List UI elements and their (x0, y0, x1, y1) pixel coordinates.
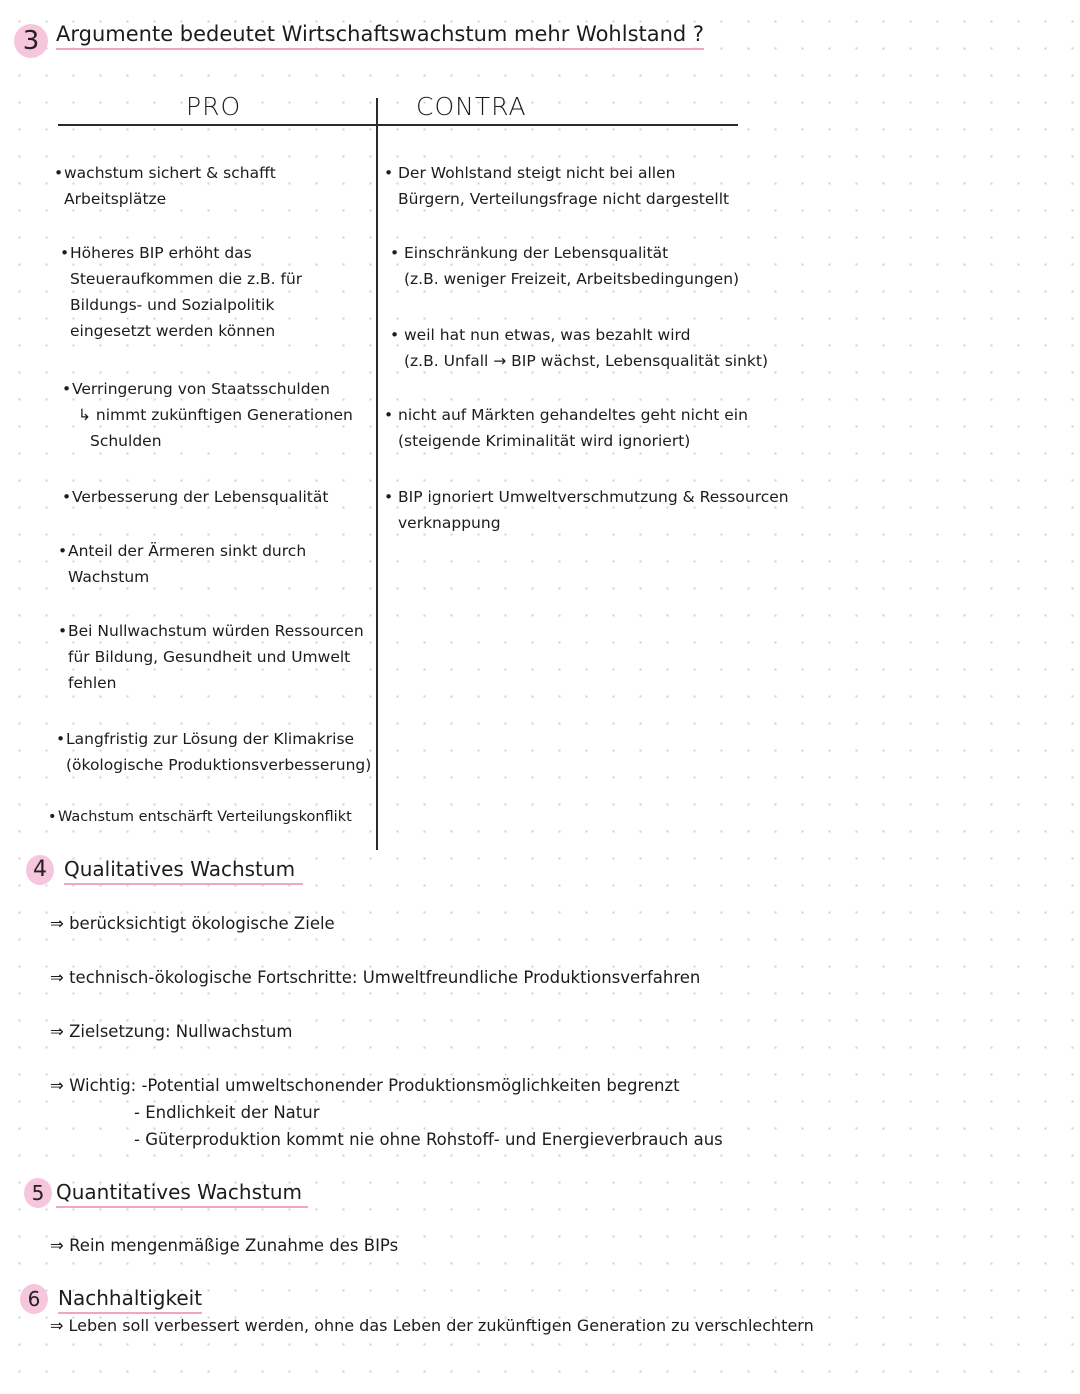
contra-item-line: verknappung (398, 514, 501, 532)
section-5-title (56, 1180, 308, 1204)
pro-item: • Wachstum entschärft Verteilungskonflikt (58, 804, 352, 830)
section-4-line: ⇒ berücksichtigt ökologische Ziele (50, 914, 335, 933)
contra-item-line: weil hat nun etwas, was bezahlt wird (404, 326, 691, 344)
contra-item: • BIP ignoriert Umweltverschmutzung & Ressourcen verknappung (398, 484, 789, 536)
table-header-divider (58, 124, 738, 126)
contra-item-line: (z.B. Unfall → BIP wächst, Lebensqualität sinkt) (404, 352, 769, 370)
contra-item-line: Einschränkung der Lebensqualität (404, 244, 669, 262)
pro-item-line: Steueraufkommen die z.B. für (70, 270, 303, 288)
contra-item-line: (z.B. weniger Freizeit, Arbeitsbedingungen) (404, 270, 740, 288)
section-4-subline: - Güterproduktion kommt nie ohne Rohstoff- und Energieverbrauch aus (134, 1130, 723, 1149)
contra-header: CONTRA (416, 92, 527, 121)
pro-item-line: fehlen (68, 674, 117, 692)
contra-item-line: Bürgern, Verteilungsfrage nicht dargestellt (398, 190, 730, 208)
contra-item-line: nicht auf Märkten gehandeltes geht nicht ein (398, 406, 748, 424)
pro-item-line: Bei Nullwachstum würden Ressourcen (68, 622, 364, 640)
section-6-title-text: Nachhaltigkeit (58, 1286, 202, 1314)
pro-item-line: Langfristig zur Lösung der Klimakrise (66, 730, 355, 748)
pro-item: • Höheres BIP erhöht das Steueraufkommen die z.B. für Bildungs- und Sozialpolitik eingesetzt werden können (70, 240, 302, 344)
section-6-title (58, 1286, 202, 1310)
pro-item-line: Bildungs- und Sozialpolitik (70, 296, 275, 314)
section-5-title-text: Quantitatives Wachstum (56, 1180, 308, 1208)
pro-item-line: Wachstum entschärft Verteilungskonflikt (58, 809, 352, 825)
contra-item: • weil hat nun etwas, was bezahlt wird (z.B. Unfall → BIP wächst, Lebensqualität sinkt) (404, 322, 768, 374)
pro-item-line: für Bildung, Gesundheit und Umwelt (68, 648, 351, 666)
pro-item-line: Arbeitsplätze (64, 190, 167, 208)
section-3-title (56, 22, 704, 46)
section-3-title-text: Argumente bedeutet Wirtschaftswachstum mehr Wohlstand ? (56, 22, 704, 50)
section-4-line: ⇒ technisch-ökologische Fortschritte: Umweltfreundliche Produktionsverfahren (50, 968, 701, 987)
pro-item-line: ↳ nimmt zukünftigen Generationen (78, 406, 353, 424)
contra-item: • Der Wohlstand steigt nicht bei allen Bürgern, Verteilungsfrage nicht dargestellt (398, 160, 729, 212)
section-4-line: ⇒ Wichtig: -Potential umweltschonender Produktionsmöglichkeiten begrenzt (50, 1076, 680, 1095)
table-column-divider (376, 98, 378, 850)
section-6-number: 6 (20, 1284, 48, 1314)
contra-item: • Einschränkung der Lebensqualität (z.B. weniger Freizeit, Arbeitsbedingungen) (404, 240, 739, 292)
pro-item-line: Verbesserung der Lebensqualität (72, 488, 329, 506)
section-6-line: ⇒ Leben soll verbessert werden, ohne das Leben der zukünftigen Generation zu verschlechtern (50, 1316, 814, 1335)
section-5-number: 5 (24, 1178, 52, 1208)
contra-item-line: Der Wohlstand steigt nicht bei allen (398, 164, 676, 182)
pro-item-line: Schulden (90, 432, 162, 450)
pro-item-line: Höheres BIP erhöht das (70, 244, 252, 262)
pro-item-line: wachstum sichert & schafft (64, 164, 276, 182)
contra-item-line: (steigende Kriminalität wird ignoriert) (398, 432, 691, 450)
section-4-number: 4 (26, 855, 54, 885)
pro-item-line: Verringerung von Staatsschulden (72, 380, 330, 398)
section-4-title (64, 857, 303, 881)
pro-item: • Anteil der Ärmeren sinkt durch Wachstum (68, 538, 306, 590)
pro-item: • Langfristig zur Lösung der Klimakrise (ökologische Produktionsverbesserung) (66, 726, 371, 778)
pro-item-line: eingesetzt werden können (70, 322, 276, 340)
pro-item-line: Anteil der Ärmeren sinkt durch (68, 542, 307, 560)
contra-item: • nicht auf Märkten gehandeltes geht nicht ein (steigende Kriminalität wird ignoriert) (398, 402, 748, 454)
section-5-line: ⇒ Rein mengenmäßige Zunahme des BIPs (50, 1236, 399, 1255)
section-4-subline: - Endlichkeit der Natur (134, 1103, 320, 1122)
contra-item-line: BIP ignoriert Umweltverschmutzung & Ressourcen (398, 488, 789, 506)
section-4-title-text: Qualitatives Wachstum (64, 857, 303, 885)
pro-item-line: Wachstum (68, 568, 150, 586)
pro-header: PRO (186, 92, 242, 121)
section-4-line: ⇒ Zielsetzung: Nullwachstum (50, 1022, 293, 1041)
pro-item-line: (ökologische Produktionsverbesserung) (66, 756, 372, 774)
pro-item: • Bei Nullwachstum würden Ressourcen für Bildung, Gesundheit und Umwelt fehlen (68, 618, 364, 696)
pro-item: • Verringerung von Staatsschulden ↳ nimmt zukünftigen Generationen Schulden (72, 376, 353, 454)
pro-item: • wachstum sichert & schafft Arbeitsplätze (64, 160, 276, 212)
pro-item: • Verbesserung der Lebensqualität (72, 484, 328, 510)
section-3-number: 3 (14, 24, 48, 58)
